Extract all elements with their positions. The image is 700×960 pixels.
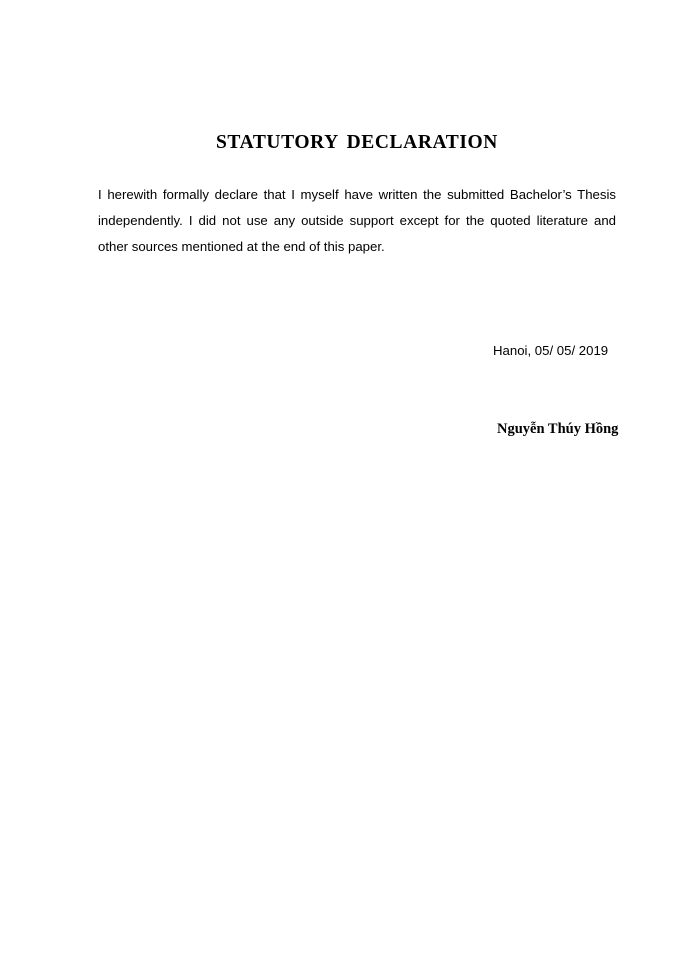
signatory-name: Nguyễn Thúy Hồng [497,421,619,437]
declaration-paragraph: I herewith formally declare that I myself have written the submitted Bachelor’s Thesis independently. I did not use any outside support except for the quoted literature and other sources mentioned at the end of this paper. [98,187,616,254]
page-title: STATUTORY DECLARATION [215,132,498,153]
place-and-date: Hanoi, 05/ 05/ 2019 [493,343,609,358]
